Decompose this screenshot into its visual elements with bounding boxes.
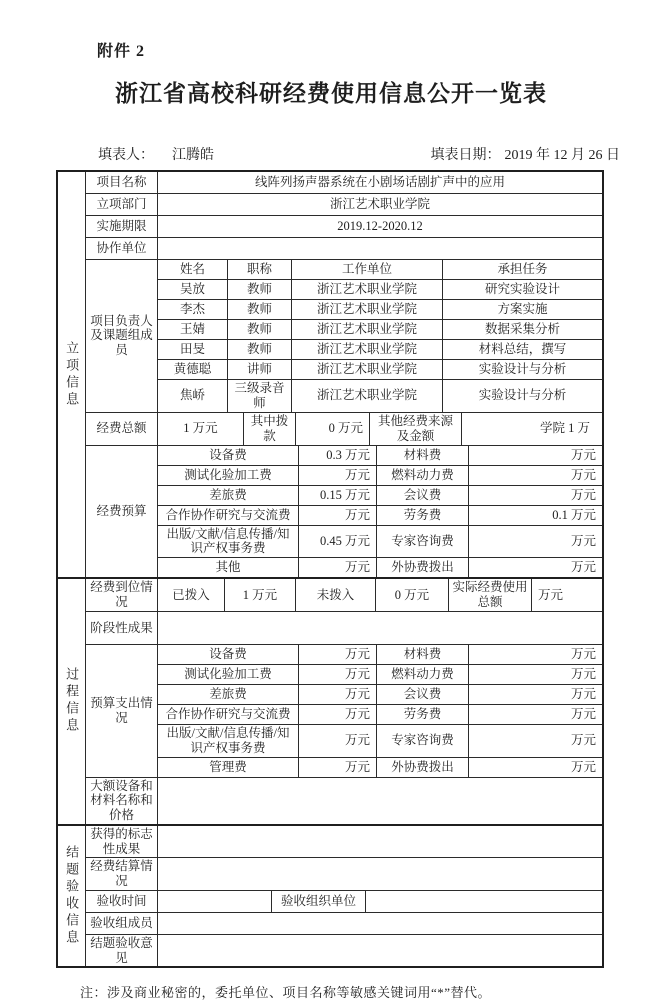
spending-row — [158, 725, 602, 758]
spending-item2-cell: 材料费 — [377, 645, 469, 664]
budget-amount2-cell: 万元 — [570, 467, 596, 482]
row-large-equipment — [86, 778, 602, 824]
date-value: 2019 年 12 月 26 日 — [504, 148, 620, 163]
fund-settlement-value — [158, 858, 602, 890]
spending-item2-cell: 专家咨询费 — [377, 725, 469, 757]
team-header-org: 工作单位 — [292, 260, 443, 279]
team-header-name: 姓名 — [158, 260, 228, 279]
acceptance-team-value — [158, 913, 602, 934]
fund-unpaid-label: 未拨入 — [296, 579, 376, 611]
member-title-cell: 教师 — [228, 340, 292, 359]
date-label: 填表日期： — [430, 148, 501, 163]
member-task-cell: 研究实验设计 — [484, 282, 560, 297]
spending-amount-cell: 万元 — [299, 685, 377, 704]
team-member-row — [158, 280, 602, 300]
budget-amount2-cell: 0.1 万元 — [552, 507, 596, 522]
row-team — [86, 260, 602, 413]
department-label: 立项部门 — [86, 194, 158, 215]
budget-label: 经费预算 — [86, 446, 158, 578]
budget-amount-cell: 万元 — [299, 466, 377, 485]
row-partner — [86, 238, 602, 260]
acceptance-opinion-label: 结题验收意见 — [86, 935, 158, 967]
fund-paid-value: 1 万元 — [225, 579, 296, 611]
document-page — [0, 38, 662, 1001]
acceptance-time-label: 验收时间 — [86, 891, 158, 912]
spending-row — [158, 705, 602, 725]
budget-amount-cell: 万元 — [299, 558, 377, 577]
member-task-cell: 数据采集分析 — [484, 322, 560, 337]
member-task-cell: 材料总结，撰写 — [478, 342, 567, 357]
row-fund-settlement — [86, 858, 602, 891]
member-name-cell: 吴放 — [158, 280, 228, 299]
budget-item2-cell: 会议费 — [377, 486, 469, 505]
budget-amount-cell: 0.45 万元 — [299, 526, 377, 558]
row-acceptance-team — [86, 913, 602, 935]
budget-item2-cell: 专家咨询费 — [377, 526, 469, 558]
total-fund-sub-label: 其中拨款 — [244, 413, 296, 445]
spending-label: 预算支出情况 — [86, 645, 158, 777]
project-name-value: 线阵列扬声器系统在小剧场话剧扩声中的应用 — [254, 175, 505, 190]
spending-amount2-cell: 万元 — [570, 687, 596, 702]
period-label: 实施期限 — [86, 216, 158, 237]
budget-amount-cell: 0.15 万元 — [299, 486, 377, 505]
row-project-name — [86, 172, 602, 194]
spending-item-cell: 设备费 — [158, 645, 299, 664]
budget-row — [158, 526, 602, 559]
team-member-row — [158, 360, 602, 380]
acceptance-org-value — [366, 891, 602, 912]
date-field — [431, 144, 621, 164]
acceptance-team-label: 验收组成员 — [86, 913, 158, 934]
spending-row — [158, 685, 602, 705]
spending-item-cell: 合作协作研究与交流费 — [158, 705, 299, 724]
member-title-cell: 教师 — [228, 320, 292, 339]
page-title: 浙江省高校科研经费使用信息公开一览表 — [115, 81, 547, 106]
team-label: 项目负责人及课题组成员 — [86, 260, 158, 412]
row-landmark-result — [86, 826, 602, 859]
row-budget — [86, 446, 602, 578]
filler-name: 江腾皓 — [172, 148, 214, 163]
member-task-cell: 实验设计与分析 — [478, 362, 567, 377]
acceptance-opinion-value — [158, 935, 602, 967]
team-header-row — [158, 260, 602, 280]
member-name-cell: 李杰 — [158, 300, 228, 319]
row-acceptance-time — [86, 891, 602, 913]
spending-row — [158, 645, 602, 665]
large-equipment-value — [158, 778, 602, 824]
member-task-cell: 实验设计与分析 — [478, 388, 567, 403]
budget-amount2-cell: 万元 — [570, 560, 596, 575]
filler-label: 填表人： — [98, 148, 154, 163]
member-name-cell: 王婧 — [158, 320, 228, 339]
budget-item-cell: 出版/文献/信息传播/知识产权事务费 — [158, 526, 299, 558]
spending-row — [158, 758, 602, 777]
budget-item-cell: 测试化验加工费 — [158, 466, 299, 485]
member-org-cell: 浙江艺术职业学院 — [292, 380, 443, 412]
budget-item2-cell: 劳务费 — [377, 506, 469, 525]
acceptance-time-value — [158, 891, 272, 912]
budget-item-cell: 合作协作研究与交流费 — [158, 506, 299, 525]
row-total-fund — [86, 413, 602, 446]
fund-settlement-label: 经费结算情况 — [86, 858, 158, 890]
team-member-list — [158, 280, 602, 412]
budget-amount2-cell: 万元 — [570, 487, 596, 502]
form-table — [56, 170, 604, 968]
spending-item-cell: 管理费 — [158, 758, 299, 777]
budget-item2-cell: 外协费拨出 — [377, 558, 469, 577]
stage-result-label: 阶段性成果 — [86, 612, 158, 644]
row-department — [86, 194, 602, 216]
spending-item-cell: 出版/文献/信息传播/知识产权事务费 — [158, 725, 299, 757]
budget-row — [158, 466, 602, 486]
budget-amount2-cell: 万元 — [570, 447, 596, 462]
team-header-title: 职称 — [228, 260, 292, 279]
member-title-cell: 教师 — [228, 280, 292, 299]
spending-item2-cell: 燃料动力费 — [377, 665, 469, 684]
row-fund-arrival — [86, 579, 602, 612]
fund-unpaid-value: 0 万元 — [376, 579, 449, 611]
footnote: 注：涉及商业秘密的，委托单位、项目名称等敏感关键词用“*”替代。 — [80, 985, 492, 1001]
acceptance-org-label: 验收组织单位 — [272, 891, 366, 912]
filler-field — [98, 144, 214, 164]
member-org-cell: 浙江艺术职业学院 — [292, 320, 443, 339]
section-label-project-setup: 立项信息 — [58, 172, 86, 577]
section-label-process: 过程信息 — [58, 579, 86, 824]
spending-amount2-cell: 万元 — [570, 759, 596, 774]
fund-paid-label: 已拨入 — [158, 579, 225, 611]
period-value: 2019.12-2020.12 — [337, 219, 423, 234]
section-project-setup — [58, 172, 602, 577]
total-fund-other-label: 其他经费来源及金额 — [370, 413, 462, 445]
attachment-label: 附件 2 — [97, 43, 146, 60]
spending-item2-cell: 外协费拨出 — [377, 758, 469, 777]
budget-item-cell: 差旅费 — [158, 486, 299, 505]
member-name-cell: 焦峤 — [158, 380, 228, 412]
section-process — [58, 577, 602, 824]
budget-row — [158, 558, 602, 577]
total-fund-sub-value: 0 万元 — [296, 413, 370, 445]
partner-value — [158, 238, 602, 259]
row-spending — [86, 645, 602, 778]
member-title-cell: 教师 — [228, 300, 292, 319]
section-acceptance — [58, 824, 602, 967]
spending-amount-cell: 万元 — [299, 665, 377, 684]
spending-amount2-cell: 万元 — [570, 647, 596, 662]
member-name-cell: 田旻 — [158, 340, 228, 359]
team-member-row — [158, 380, 602, 412]
landmark-result-value — [158, 826, 602, 858]
member-org-cell: 浙江艺术职业学院 — [292, 280, 443, 299]
total-fund-other-value: 学院 1 万 — [539, 421, 590, 436]
member-name-cell: 黄德聪 — [158, 360, 228, 379]
project-name-label: 项目名称 — [86, 172, 158, 193]
member-title-cell: 三级录音师 — [228, 380, 292, 412]
fund-arrival-label: 经费到位情况 — [86, 579, 158, 611]
spending-amount2-cell: 万元 — [570, 733, 596, 748]
spending-row — [158, 665, 602, 685]
row-acceptance-opinion — [86, 935, 602, 967]
spending-amount-cell: 万元 — [299, 758, 377, 777]
row-stage-result — [86, 612, 602, 645]
budget-amount-cell: 0.3 万元 — [299, 446, 377, 465]
budget-amount-cell: 万元 — [299, 506, 377, 525]
spending-amount-cell: 万元 — [299, 645, 377, 664]
spending-row-list — [158, 645, 602, 777]
budget-item2-cell: 材料费 — [377, 446, 469, 465]
budget-item2-cell: 燃料动力费 — [377, 466, 469, 485]
spending-item-cell: 测试化验加工费 — [158, 665, 299, 684]
member-org-cell: 浙江艺术职业学院 — [292, 300, 443, 319]
member-org-cell: 浙江艺术职业学院 — [292, 340, 443, 359]
row-period — [86, 216, 602, 238]
member-org-cell: 浙江艺术职业学院 — [292, 360, 443, 379]
budget-row — [158, 446, 602, 466]
budget-row-list — [158, 446, 602, 578]
stage-result-value — [158, 612, 602, 644]
budget-amount2-cell: 万元 — [570, 533, 596, 548]
team-header-task: 承担任务 — [497, 262, 548, 277]
partner-label: 协作单位 — [86, 238, 158, 259]
total-fund-label: 经费总额 — [86, 413, 158, 445]
department-value: 浙江艺术职业学院 — [329, 197, 430, 212]
landmark-result-label: 获得的标志性成果 — [86, 826, 158, 858]
budget-item-cell: 其他 — [158, 558, 299, 577]
spending-item2-cell: 会议费 — [377, 685, 469, 704]
member-title-cell: 讲师 — [228, 360, 292, 379]
member-task-cell: 方案实施 — [497, 302, 548, 317]
team-member-row — [158, 300, 602, 320]
fund-actual-value: 万元 — [538, 587, 564, 602]
budget-item-cell: 设备费 — [158, 446, 299, 465]
total-fund-value: 1 万元 — [158, 413, 244, 445]
spending-amount2-cell: 万元 — [570, 707, 596, 722]
budget-row — [158, 506, 602, 526]
spending-amount-cell: 万元 — [299, 725, 377, 757]
fund-actual-label: 实际经费使用总额 — [449, 579, 532, 611]
team-member-row — [158, 320, 602, 340]
spending-amount2-cell: 万元 — [570, 667, 596, 682]
section-label-acceptance: 结题验收信息 — [58, 826, 86, 967]
budget-row — [158, 486, 602, 506]
spending-item2-cell: 劳务费 — [377, 705, 469, 724]
meta-row — [98, 144, 620, 164]
spending-item-cell: 差旅费 — [158, 685, 299, 704]
spending-amount-cell: 万元 — [299, 705, 377, 724]
large-equipment-label: 大额设备和材料名称和价格 — [86, 778, 158, 824]
team-member-row — [158, 340, 602, 360]
